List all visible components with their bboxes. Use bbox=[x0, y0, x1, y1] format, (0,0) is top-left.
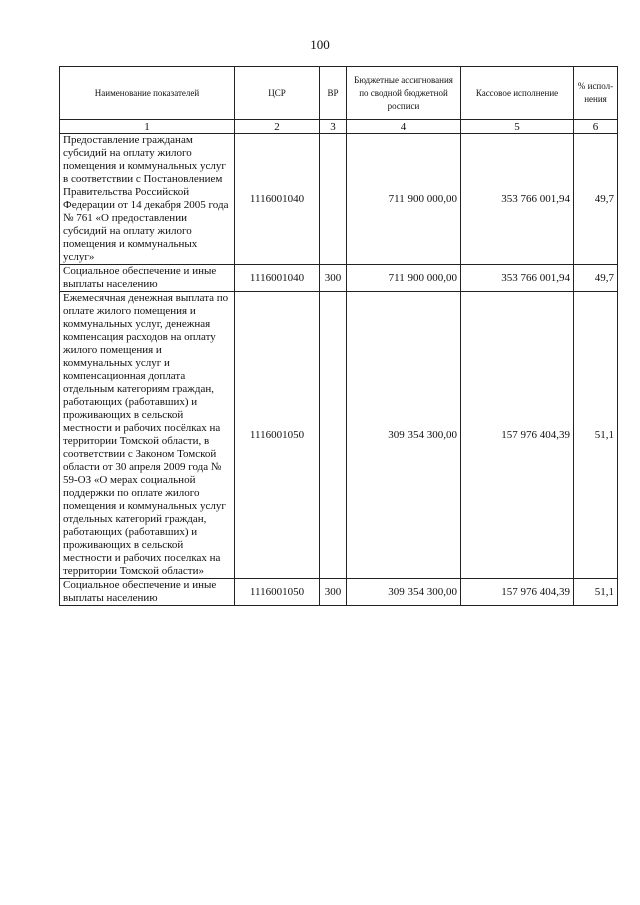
row-cash: 157 976 404,39 bbox=[461, 292, 574, 579]
column-number: 3 bbox=[320, 120, 347, 134]
column-number: 2 bbox=[235, 120, 320, 134]
column-number: 4 bbox=[347, 120, 461, 134]
header-budget-allocations: Бюджетные ассигнования по сводной бюджетной росписи bbox=[347, 67, 461, 120]
header-indicator-name: Наименование показателей bbox=[60, 67, 235, 120]
row-indicator-name: Предоставление гражданам субсидий на оплату жилого помещения и коммунальных услуг в соответствии с Постановлением Правительства Российской Федерации от 14 декабря 2005 года № 761 «О предоставлении субсидий на оплату жилого помещения и коммунальных услуг» bbox=[60, 134, 235, 265]
row-percent: 49,7 bbox=[574, 265, 618, 292]
row-vr: 300 bbox=[320, 265, 347, 292]
column-number: 1 bbox=[60, 120, 235, 134]
table-row bbox=[60, 292, 618, 579]
row-budget: 309 354 300,00 bbox=[347, 579, 461, 606]
row-indicator-name: Социальное обеспечение и иные выплаты населению bbox=[60, 265, 235, 292]
row-percent: 49,7 bbox=[574, 134, 618, 265]
row-csr: 1116001040 bbox=[235, 265, 320, 292]
row-csr: 1116001040 bbox=[235, 134, 320, 265]
row-indicator-name: Социальное обеспечение и иные выплаты населению bbox=[60, 579, 235, 606]
budget-execution-table bbox=[59, 66, 618, 606]
header-csr: ЦСР bbox=[235, 67, 320, 120]
row-budget: 711 900 000,00 bbox=[347, 134, 461, 265]
table-row bbox=[60, 265, 618, 292]
row-indicator-name: Ежемесячная денежная выплата по оплате жилого помещения и коммунальных услуг, денежная компенсация расходов на оплату жилого помещения и коммунальных услуг и компенсационная доплата отдельным категориям граждан, работающих (работавших) и проживающих в сельской местности и рабочих посёлках на территории Томской области, в соответствии с Законом Томской области от 30 апреля 2009 года № 59-ОЗ «О мерах социальной поддержки по оплате жилого помещения и коммунальных услуг отдельных категорий граждан, работающих (работавших) и проживающих в сельской местности и рабочих поселках на территории Томской области» bbox=[60, 292, 235, 579]
column-number-row bbox=[60, 120, 618, 134]
row-budget: 309 354 300,00 bbox=[347, 292, 461, 579]
row-budget: 711 900 000,00 bbox=[347, 265, 461, 292]
row-cash: 353 766 001,94 bbox=[461, 134, 574, 265]
header-cash-execution: Кассовое исполнение bbox=[461, 67, 574, 120]
row-cash: 157 976 404,39 bbox=[461, 579, 574, 606]
row-csr: 1116001050 bbox=[235, 292, 320, 579]
row-vr: 300 bbox=[320, 579, 347, 606]
column-number: 6 bbox=[574, 120, 618, 134]
table-header-row bbox=[60, 67, 618, 120]
header-execution-percent: % испол-нения bbox=[574, 67, 618, 120]
row-vr bbox=[320, 292, 347, 579]
table-row bbox=[60, 579, 618, 606]
header-vr: ВР bbox=[320, 67, 347, 120]
column-number: 5 bbox=[461, 120, 574, 134]
row-cash: 353 766 001,94 bbox=[461, 265, 574, 292]
table-row bbox=[60, 134, 618, 265]
row-percent: 51,1 bbox=[574, 579, 618, 606]
page-number: 100 bbox=[310, 37, 330, 52]
row-csr: 1116001050 bbox=[235, 579, 320, 606]
row-vr bbox=[320, 134, 347, 265]
row-percent: 51,1 bbox=[574, 292, 618, 579]
